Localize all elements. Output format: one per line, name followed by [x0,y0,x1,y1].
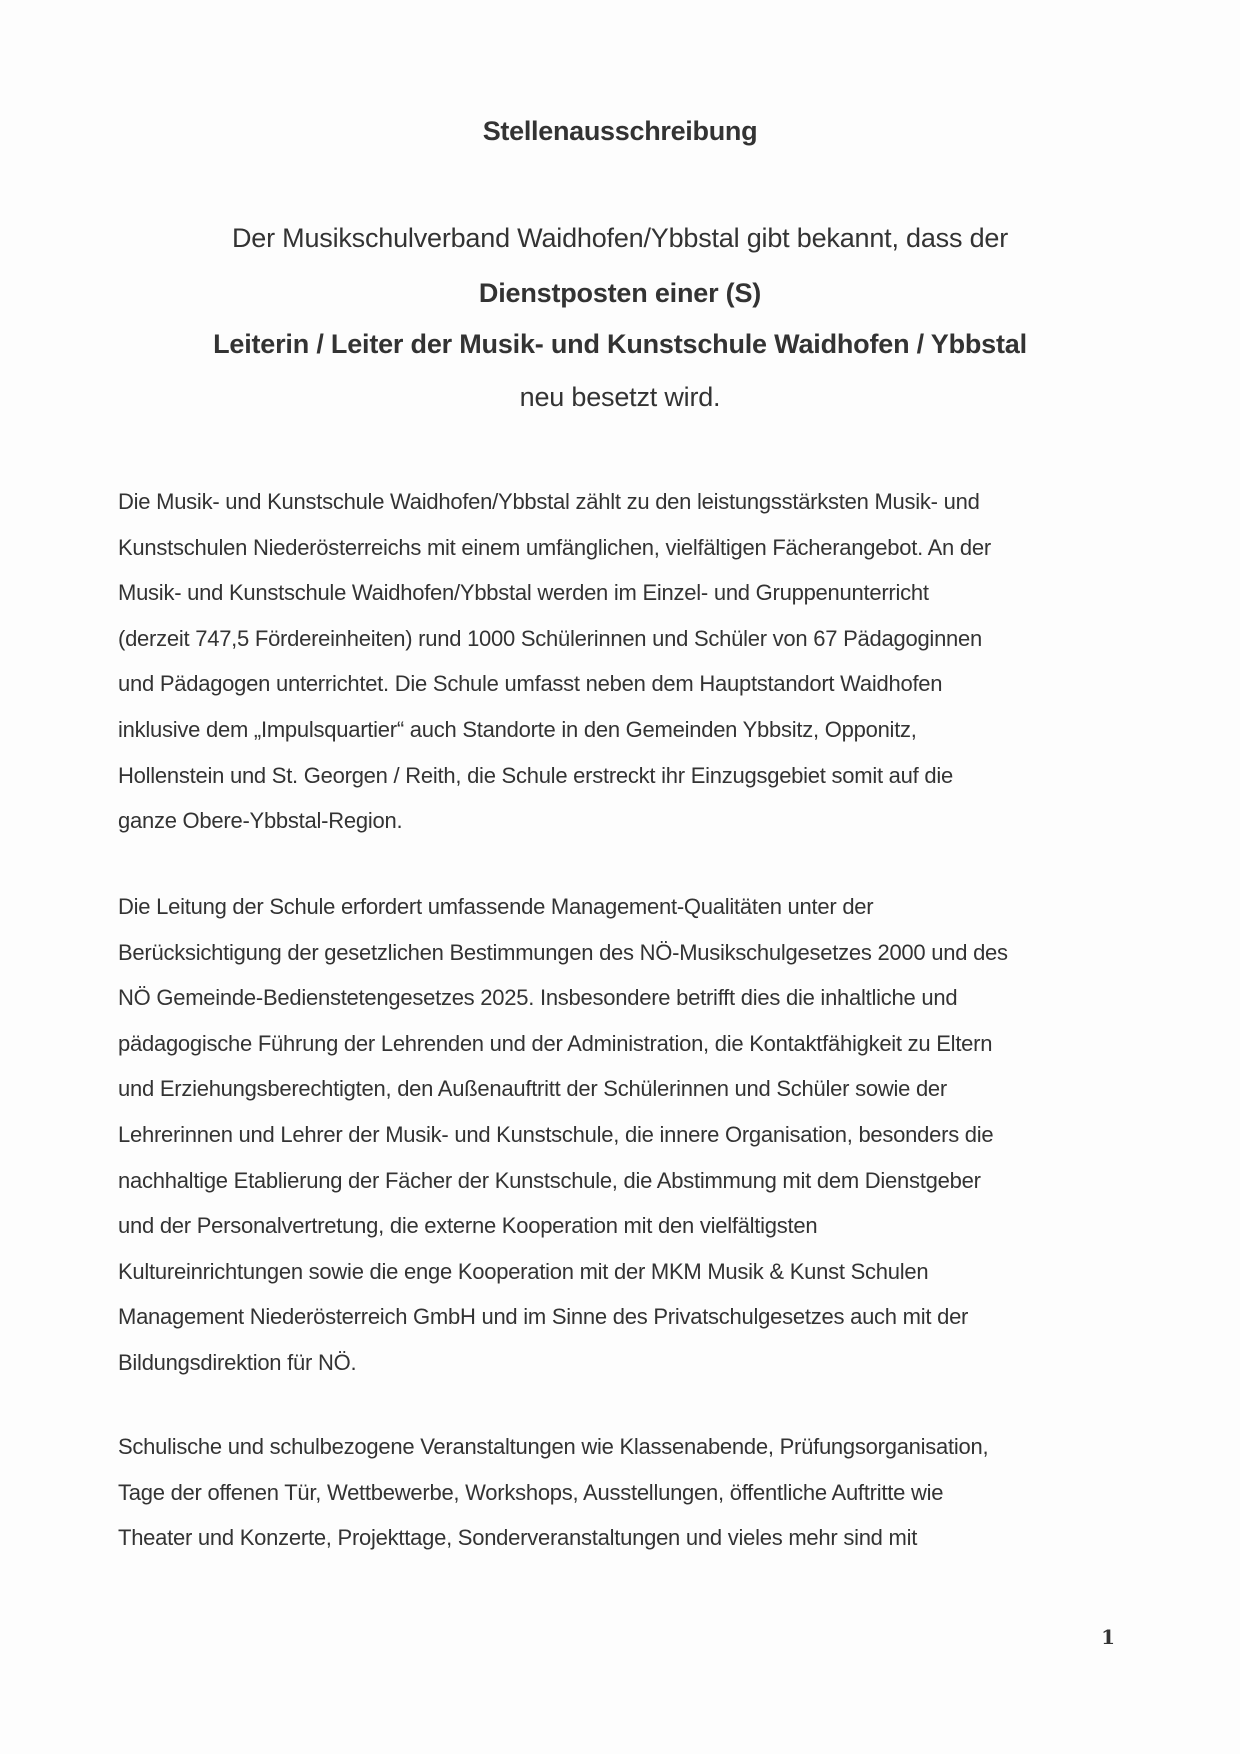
paragraph-line: Bildungsdirektion für NÖ. [118,1349,357,1375]
paragraph-line: Tage der offenen Tür, Wettbewerbe, Workshops, Ausstellungen, öffentliche Auftritte wie [118,1479,944,1505]
paragraph-line: inklusive dem „Impulsquartier“ auch Standorte in den Gemeinden Ybbsitz, Opponitz, [118,716,917,742]
paragraph-events [118,1424,1128,1561]
document-title: Stellenausschreibung [482,116,758,146]
paragraph-line: Die Leitung der Schule erfordert umfassende Management-Qualitäten unter der [118,894,874,919]
paragraph-line: nachhaltige Etablierung der Fächer der Kunstschule, die Abstimmung mit dem Dienstgeber [118,1167,981,1193]
paragraph-line: Management Niederösterreich GmbH und im Sinne des Privatschulgesetzes auch mit der [118,1304,969,1330]
paragraph-line: Theater und Konzerte, Projekttage, Sonderveranstaltungen und vieles mehr sind mit [118,1525,918,1551]
paragraph-line: Kultureinrichtungen sowie die enge Kooperation mit der MKM Musik & Kunst Schulen [118,1258,929,1284]
paragraph-line: (derzeit 747,5 Fördereinheiten) rund 1000 Schülerinnen und Schüler von 67 Pädagoginnen [118,625,983,651]
paragraph-line: und der Personalvertretung, die externe Kooperation mit den vielfältigsten [118,1213,818,1239]
paragraph-leadership-requirements [118,884,1128,1386]
paragraph-line: NÖ Gemeinde-Bedienstetengesetzes 2025. Insbesondere betrifft dies die inhaltliche und [118,985,958,1011]
paragraph-line: Lehrerinnen und Lehrer der Musik- und Kunstschule, die innere Organisation, besonders die [118,1121,994,1147]
announcement-position-heading: Dienstposten einer (S) [478,278,762,308]
paragraph-line: Musik- und Kunstschule Waidhofen/Ybbstal werden im Einzel- und Gruppenunterricht [118,580,929,606]
announcement-line-4: neu besetzt wird. [519,382,721,412]
paragraph-line: Die Musik- und Kunstschule Waidhofen/Ybbstal zählt zu den leistungsstärksten Musik- und [118,489,980,514]
announcement-line-1: Der Musikschulverband Waidhofen/Ybbstal gibt bekannt, dass der [231,223,1009,253]
page-number: 1 [1101,1625,1115,1649]
paragraph-line: pädagogische Führung der Lehrenden und der Administration, die Kontaktfähigkeit zu Eltern [118,1030,993,1056]
paragraph-line: Hollenstein und St. Georgen / Reith, die Schule erstreckt ihr Einzugsgebiet somit auf die [118,762,953,788]
announcement-position-title: Leiterin / Leiter der Musik- und Kunstschule Waidhofen / Ybbstal [213,329,1027,359]
paragraph-school-description [118,479,1128,844]
paragraph-line: Berücksichtigung der gesetzlichen Bestimmungen des NÖ-Musikschulgesetzes 2000 und des [118,939,1008,965]
paragraph-line: und Pädagogen unterrichtet. Die Schule umfasst neben dem Hauptstandort Waidhofen [118,671,943,697]
paragraph-line: ganze Obere-Ybbstal-Region. [118,808,403,834]
paragraph-line: und Erziehungsberechtigten, den Außenauftritt der Schülerinnen und Schüler sowie der [118,1076,947,1102]
paragraph-line: Schulische und schulbezogene Veranstaltungen wie Klassenabende, Prüfungsorganisation, [118,1434,989,1459]
paragraph-line: Kunstschulen Niederösterreichs mit einem umfänglichen, vielfältigen Fächerangebot. An der [118,534,991,560]
